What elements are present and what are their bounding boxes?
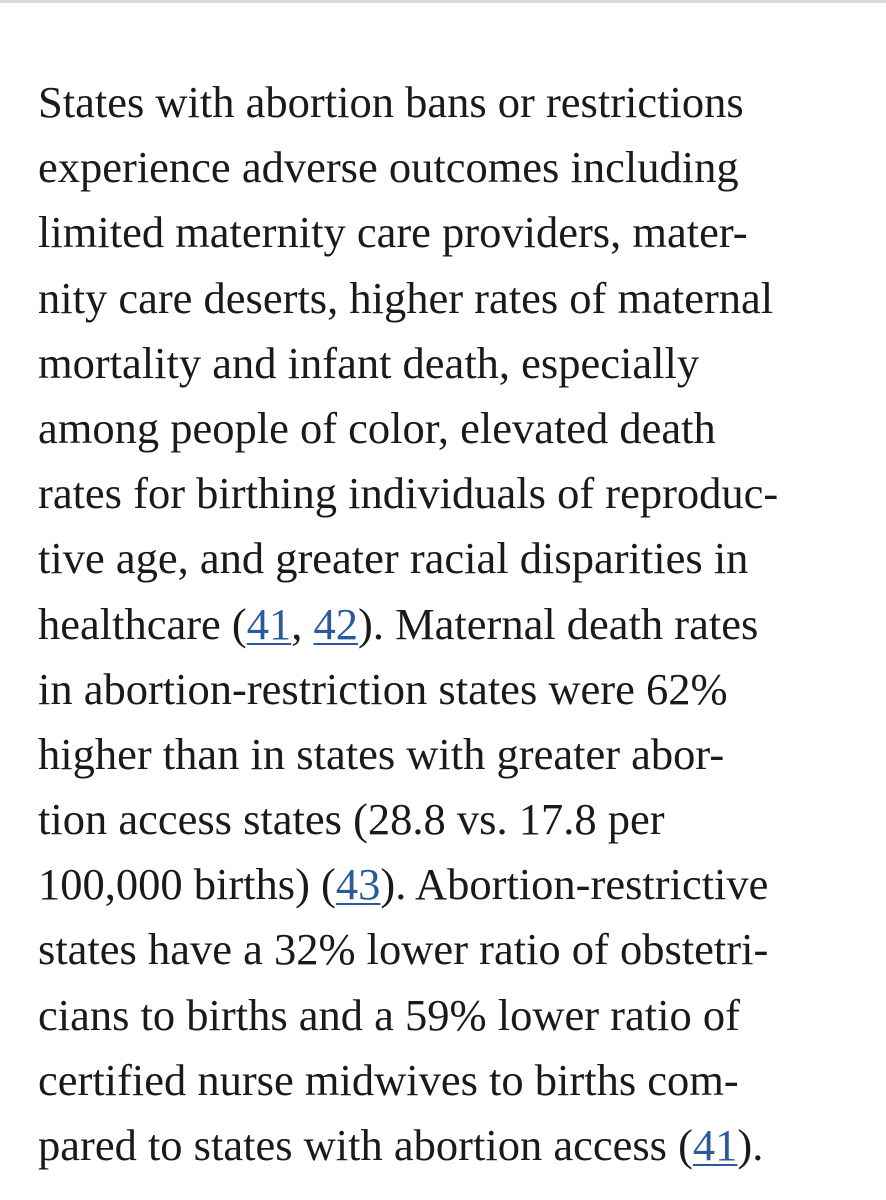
reference-link-42[interactable]: 42 [313,598,358,649]
text-segment: nity care deserts, higher rates of maternal [38,272,774,323]
text-line [38,1048,868,1113]
text-segment: tive age, and greater racial disparities in [38,533,749,584]
text-line [38,266,868,331]
text-segment: mortality and infant death, especially [38,337,700,388]
text-segment: ). Abortion-restrictive [380,859,769,910]
article-paragraph [38,70,868,1178]
text-segment: higher than in states with greater abor- [38,728,725,779]
text-segment: ). Maternal death rates [358,598,759,649]
text-line [38,70,868,135]
text-line [38,722,868,787]
text-segment: tion access states (28.8 vs. 17.8 per [38,794,665,845]
reference-link-43[interactable]: 43 [335,859,381,910]
text-line [38,917,868,982]
text-segment: ). [737,1120,764,1170]
reference-link-41[interactable]: 41 [692,1120,738,1170]
text-segment: States with abortion bans or restrictions [38,77,744,127]
text-segment: limited maternity care providers, mater- [38,207,748,258]
text-line [38,461,868,526]
text-segment: cians to births and a 59% lower ratio of [38,989,740,1040]
text-line [38,592,868,657]
text-line [38,331,868,396]
text-segment: healthcare ( [38,598,247,649]
text-line [38,657,868,722]
text-segment: certified nurse midwives to births com- [38,1054,739,1105]
text-segment: 100,000 births) ( [38,859,336,910]
text-segment: , [291,598,314,649]
text-segment: states have a 32% lower ratio of obstetri- [38,924,769,975]
text-line [38,983,868,1048]
text-segment: rates for birthing individuals of reproduc- [38,468,779,519]
top-divider [0,0,886,3]
text-segment: among people of color, elevated death [38,402,716,453]
text-segment: in abortion-restriction states were 62% [38,663,728,714]
text-line [38,787,868,852]
text-line [38,200,868,265]
text-segment: experience adverse outcomes including [38,142,739,193]
text-line [38,135,868,200]
text-line [38,1113,868,1178]
reference-link-41[interactable]: 41 [246,598,292,649]
text-line [38,396,868,461]
text-line [38,852,868,917]
text-segment: pared to states with abortion access ( [38,1120,693,1170]
text-line [38,526,868,591]
